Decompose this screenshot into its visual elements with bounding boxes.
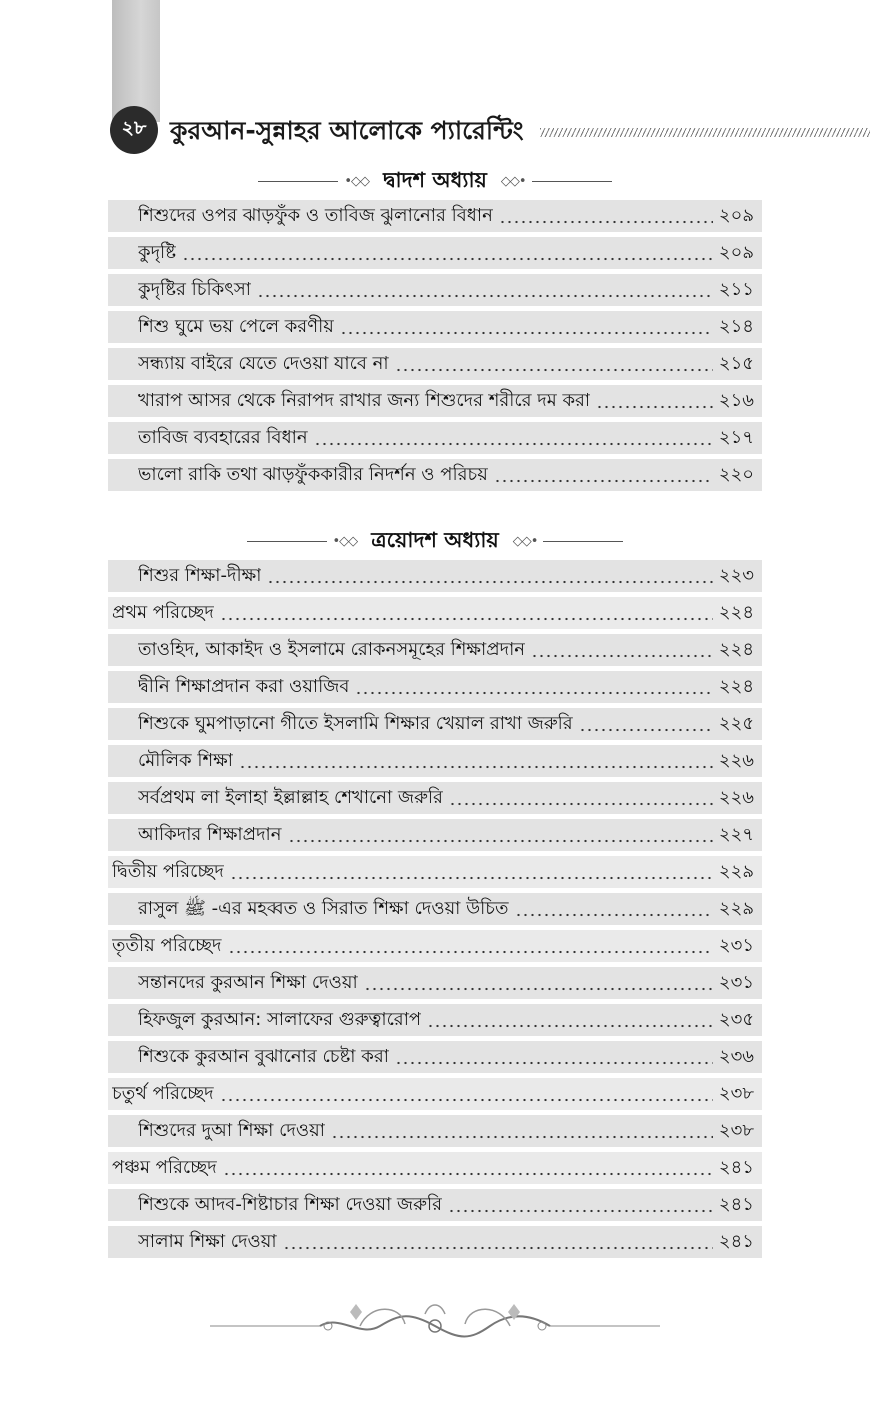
dot-leader (355, 691, 712, 695)
toc-entry-title: প্রথম পরিচ্ছেদ (112, 601, 214, 623)
toc-section-row[interactable] (108, 856, 762, 888)
toc-entry-title: সন্ধ্যায় বাইরে যেতে দেওয়া যাবে না (138, 352, 389, 374)
toc-entry-row[interactable] (108, 634, 762, 666)
dot-leader (288, 839, 713, 843)
dot-leader (239, 765, 713, 769)
toc-page-number: ২৩১ (718, 934, 754, 956)
toc-entry-title: চতুর্থ পরিচ্ছেদ (112, 1082, 214, 1104)
toc-page-number: ২৩৮ (718, 1119, 754, 1141)
dot-leader (448, 1209, 713, 1213)
toc-entry-title: দ্বীনি শিক্ষাপ্রদান করা ওয়াজিব (138, 675, 350, 697)
toc-page-number: ২২৩ (718, 564, 754, 586)
toc-entry-row[interactable] (108, 560, 762, 592)
toc-page-number: ২১১ (718, 278, 754, 300)
toc-entry-title: খারাপ আসর থেকে নিরাপদ রাখার জন্য শিশুদের শরীরে দম করা (138, 389, 591, 411)
toc-entry-title: হিফজুল কুরআন: সালাফের গুরুত্বারোপ (138, 1008, 422, 1030)
toc-entry-row[interactable] (108, 745, 762, 777)
toc-entry-title: তাবিজ ব্যবহারের বিধান (138, 426, 308, 448)
toc-page-number: ২৩১ (718, 971, 754, 993)
toc-entry-row[interactable] (108, 671, 762, 703)
toc-page-number: ২৪১ (718, 1156, 754, 1178)
toc-entry-row[interactable] (108, 1189, 762, 1221)
dot-leader (283, 1246, 713, 1250)
floral-divider-icon (210, 1294, 660, 1354)
toc-entry-title: শিশুদের ওপর ঝাড়ফুঁক ও তাবিজ ঝুলানোর বিধান (138, 204, 493, 226)
toc-page-number: ২২৬ (718, 749, 754, 771)
dot-leader (267, 580, 712, 584)
diamond-ornament-icon: ◇◇• (512, 533, 538, 549)
dot-leader (228, 950, 713, 954)
toc-entry-title: শিশুকে আদব-শিষ্টাচার শিক্ষা দেওয়া জরুরি (138, 1193, 443, 1215)
toc-page-number: ২৪১ (718, 1193, 754, 1215)
toc-entry-title: শিশু ঘুমে ভয় পেলে করণীয় (138, 315, 334, 337)
toc-list-chapter-12 (108, 200, 762, 496)
dot-leader (531, 654, 713, 658)
toc-page-number: ২০৯ (718, 204, 754, 226)
toc-entry-row[interactable] (108, 708, 762, 740)
book-title: কুরআন-সুন্নাহর আলোকে প্যারেন্টিং (170, 116, 524, 145)
chapter-title: দ্বাদশ অধ্যায় (383, 167, 487, 192)
toc-page-number: ২২৪ (718, 601, 754, 623)
toc-page-number: ২২৫ (718, 712, 754, 734)
heading-rule-left (258, 181, 338, 182)
toc-entry-title: শিশুকে ঘুমপাড়ানো গীতে ইসলামি শিক্ষার খেয়াল রাখা জরুরি (138, 712, 573, 734)
dot-leader (515, 913, 713, 917)
chapter-heading-12 (108, 164, 762, 198)
chapter-title: ত্রয়োদশ অধ্যায় (371, 527, 499, 552)
toc-page-number: ২২৪ (718, 638, 754, 660)
toc-entry-title: সর্বপ্রথম লা ইলাহা ইল্লাল্লাহ শেখানো জরুরি (138, 786, 443, 808)
toc-entry-row[interactable] (108, 385, 762, 417)
toc-entry-row[interactable] (108, 782, 762, 814)
toc-page-number: ২৪১ (718, 1230, 754, 1252)
dot-leader (340, 331, 713, 335)
dot-leader (331, 1135, 713, 1139)
toc-page-number: ২২৪ (718, 675, 754, 697)
toc-page-number: ২০৯ (718, 241, 754, 263)
dot-leader (395, 1061, 713, 1065)
dot-leader (230, 876, 713, 880)
dot-leader (596, 405, 713, 409)
dot-leader (220, 617, 713, 621)
toc-page-number: ২৩৮ (718, 1082, 754, 1104)
toc-entry-row[interactable] (108, 237, 762, 269)
toc-entry-title: শিশুকে কুরআন বুঝানোর চেষ্টা করা (138, 1045, 389, 1067)
toc-entry-row[interactable] (108, 1004, 762, 1036)
toc-entry-title: পঞ্চম পরিচ্ছেদ (112, 1156, 217, 1178)
toc-page-number: ২৩৫ (718, 1008, 754, 1030)
toc-page-number: ২১৫ (718, 352, 754, 374)
toc-entry-title: দ্বিতীয় পরিচ্ছেদ (112, 860, 224, 882)
dot-leader (499, 220, 713, 224)
toc-entry-row[interactable] (108, 967, 762, 999)
toc-page-number: ২১৭ (718, 426, 754, 448)
toc-page-number: ২১৪ (718, 315, 754, 337)
toc-entry-title: আকিদার শিক্ষাপ্রদান (138, 823, 282, 845)
toc-entry-row[interactable] (108, 459, 762, 491)
toc-entry-title: ভালো রাকি তথা ঝাড়ফুঁককারীর নিদর্শন ও পরিচয় (138, 463, 488, 485)
toc-page-number: ২৩৬ (718, 1045, 754, 1067)
toc-entry-row[interactable] (108, 422, 762, 454)
dot-leader (223, 1172, 713, 1176)
toc-entry-title: তাওহিদ, আকাইদ ও ইসলামে রোকনসমূহের শিক্ষাপ্রদান (138, 638, 526, 660)
dot-leader (182, 257, 713, 261)
toc-entry-title: মৌলিক শিক্ষা (138, 749, 233, 771)
toc-page-number: ২২৭ (718, 823, 754, 845)
dot-leader (395, 368, 713, 372)
toc-section-row[interactable] (108, 1152, 762, 1184)
toc-entry-row[interactable] (108, 893, 762, 925)
diamond-ornament-icon: •◇◇ (344, 173, 370, 189)
toc-section-row[interactable] (108, 597, 762, 629)
toc-page-number: ২২০ (718, 463, 754, 485)
dot-leader (364, 987, 713, 991)
toc-entry-row[interactable] (108, 274, 762, 306)
toc-entry-title: শিশুদের দুআ শিক্ষা দেওয়া (138, 1119, 325, 1141)
diamond-ornament-icon: ◇◇• (500, 173, 526, 189)
dot-leader (579, 728, 713, 732)
dot-leader (449, 802, 713, 806)
toc-entry-row[interactable] (108, 1226, 762, 1258)
toc-entry-title: রাসুল ﷺ -এর মহব্বত ও সিরাত শিক্ষা দেওয়া উচিত (138, 897, 509, 919)
dot-leader (220, 1098, 713, 1102)
toc-entry-title: সালাম শিক্ষা দেওয়া (138, 1230, 277, 1252)
toc-entry-title: সন্তানদের কুরআন শিক্ষা দেওয়া (138, 971, 358, 993)
toc-entry-row[interactable] (108, 200, 762, 232)
heading-rule-right (543, 541, 623, 542)
toc-page-number: ২২৯ (718, 897, 754, 919)
dot-leader (257, 294, 713, 298)
toc-entry-title: কুদৃষ্টির চিকিৎসা (138, 278, 251, 300)
toc-section-row[interactable] (108, 1078, 762, 1110)
dot-leader (314, 442, 713, 446)
page-header (0, 102, 870, 154)
heading-rule-left (247, 541, 327, 542)
toc-section-row[interactable] (108, 930, 762, 962)
diamond-ornament-icon: •◇◇ (332, 533, 358, 549)
toc-page-number: ২২৯ (718, 860, 754, 882)
toc-entry-row[interactable] (108, 311, 762, 343)
toc-entry-row[interactable] (108, 819, 762, 851)
dot-leader (494, 479, 713, 483)
toc-entry-row[interactable] (108, 1115, 762, 1147)
toc-list-chapter-13 (108, 560, 762, 1263)
toc-entry-title: শিশুর শিক্ষা-দীক্ষা (138, 564, 262, 586)
chapter-heading-13 (108, 524, 762, 558)
toc-entry-title: তৃতীয় পরিচ্ছেদ (112, 934, 222, 956)
toc-entry-title: কুদৃষ্টি (138, 241, 176, 263)
dot-leader (427, 1024, 713, 1028)
toc-page-number: ২২৬ (718, 786, 754, 808)
toc-entry-row[interactable] (108, 1041, 762, 1073)
header-hatch-rule (540, 128, 870, 137)
toc-page-number: ২১৬ (718, 389, 754, 411)
toc-entry-row[interactable] (108, 348, 762, 380)
page-number-badge: ২৮ (110, 106, 158, 154)
heading-rule-right (532, 181, 612, 182)
